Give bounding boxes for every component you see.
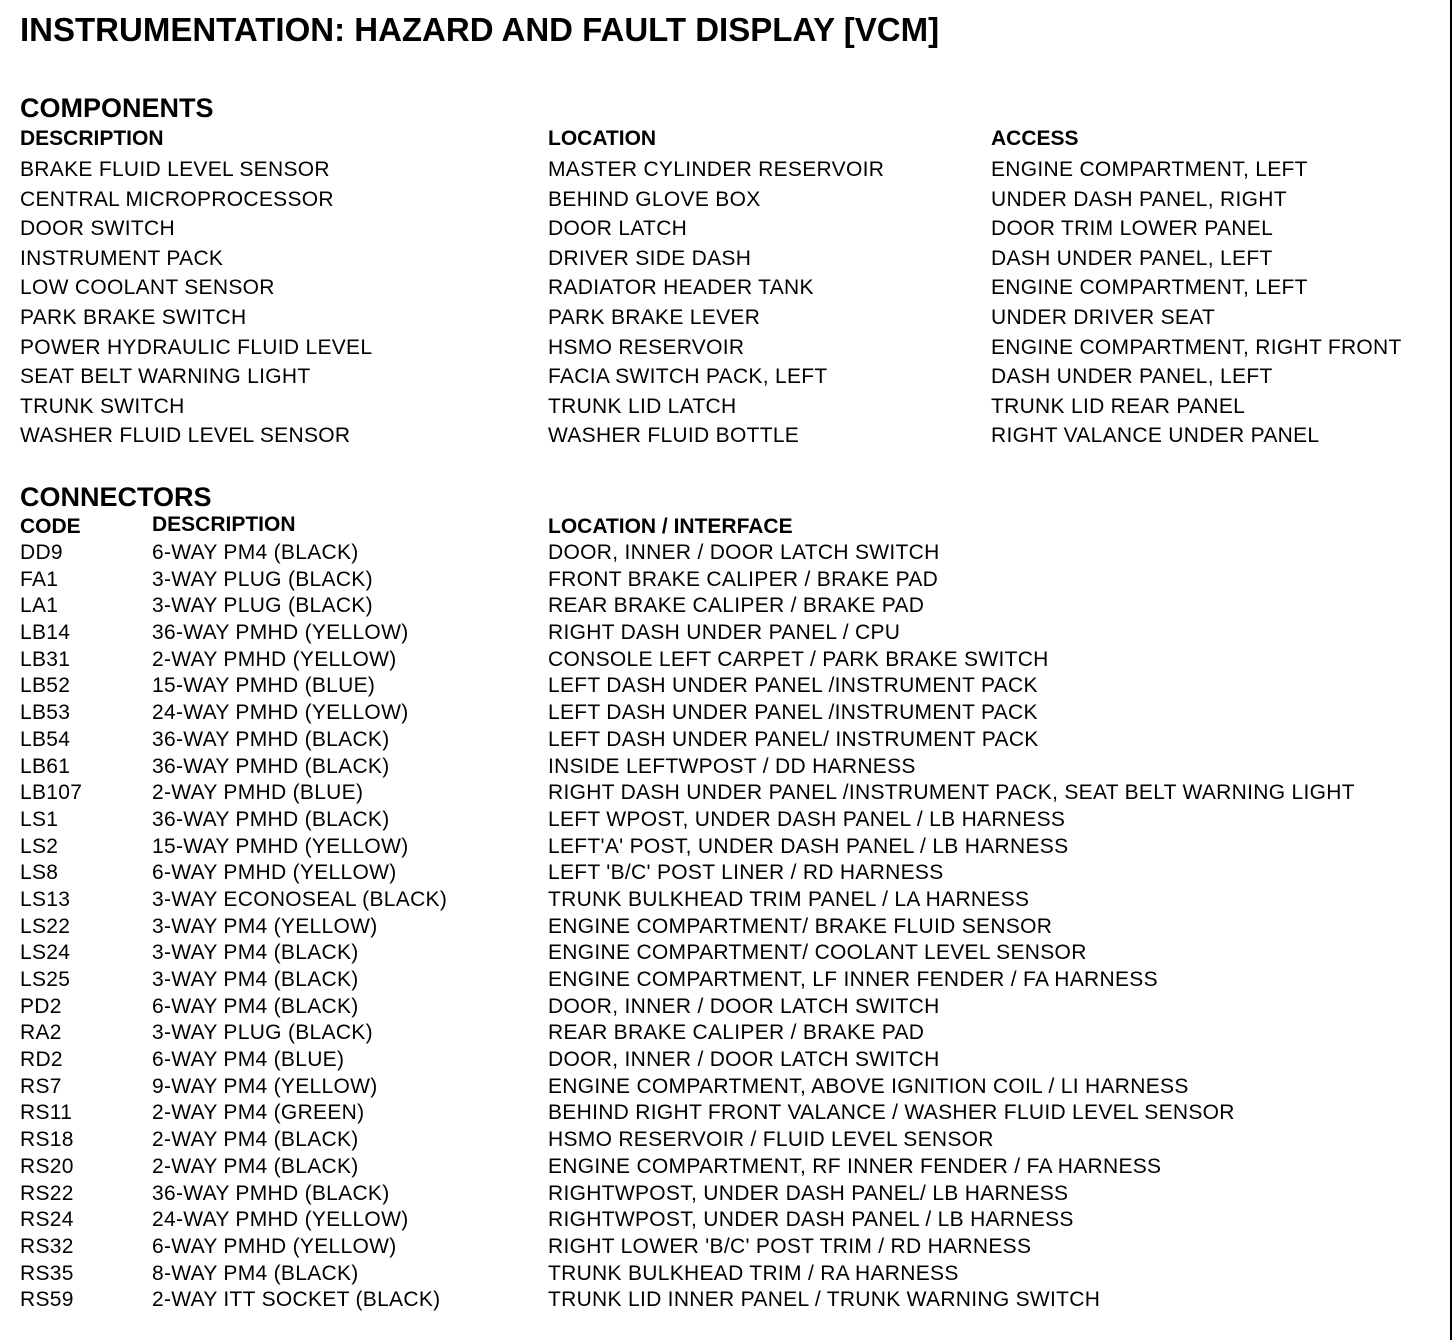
connectors-col-description: DESCRIPTION xyxy=(152,513,296,536)
connector-row-cell: LS1 xyxy=(20,807,59,831)
connector-row-cell: 2-WAY ITT SOCKET (BLACK) xyxy=(152,1288,441,1312)
connector-row-cell: TRUNK BULKHEAD TRIM / RA HARNESS xyxy=(548,1261,959,1285)
connector-row-cell: LB14 xyxy=(20,621,71,645)
connector-row-cell: INSIDE LEFTWPOST / DD HARNESS xyxy=(548,754,916,778)
connector-row-cell: PD2 xyxy=(20,994,62,1018)
connector-row-cell: 2-WAY PMHD (BLUE) xyxy=(152,781,364,805)
connector-row-cell: RS35 xyxy=(20,1261,74,1285)
connector-row-cell: LEFT'A' POST, UNDER DASH PANEL / LB HARNESS xyxy=(548,834,1069,858)
components-col-location: LOCATION xyxy=(548,127,657,150)
connector-row-cell: ENGINE COMPARTMENT/ BRAKE FLUID SENSOR xyxy=(548,914,1053,938)
connector-row-cell: CONSOLE LEFT CARPET / PARK BRAKE SWITCH xyxy=(548,647,1049,671)
connector-row-cell: LS8 xyxy=(20,861,59,885)
page-edge-rule xyxy=(1450,0,1452,1340)
component-row-cell: DASH UNDER PANEL, LEFT xyxy=(991,246,1273,270)
connector-row-cell: 3-WAY PM4 (BLACK) xyxy=(152,941,359,965)
component-row-cell: UNDER DASH PANEL, RIGHT xyxy=(991,187,1287,211)
components-col-description: DESCRIPTION xyxy=(20,127,164,150)
connector-row-cell: LB53 xyxy=(20,701,71,725)
component-row-cell: DOOR LATCH xyxy=(548,217,688,241)
connector-row-cell: RIGHTWPOST, UNDER DASH PANEL / LB HARNESS xyxy=(548,1208,1074,1232)
connector-row-cell: RS11 xyxy=(20,1101,73,1125)
component-row-cell: PARK BRAKE SWITCH xyxy=(20,305,247,329)
connector-row-cell: ENGINE COMPARTMENT, LF INNER FENDER / FA HARNESS xyxy=(548,968,1158,991)
connector-row-cell: 2-WAY PM4 (GREEN) xyxy=(152,1101,365,1125)
component-row-cell: WASHER FLUID LEVEL SENSOR xyxy=(20,424,351,448)
component-row-cell: ENGINE COMPARTMENT, LEFT xyxy=(991,276,1308,300)
connector-row-cell: 3-WAY PM4 (BLACK) xyxy=(152,968,359,991)
connector-row-cell: RIGHT DASH UNDER PANEL /INSTRUMENT PACK, SEAT BELT WARNING LIGHT xyxy=(548,781,1355,805)
connector-row-cell: 15-WAY PMHD (BLUE) xyxy=(152,674,376,698)
component-row-cell: HSMO RESERVOIR xyxy=(548,335,745,359)
connector-row-cell: RIGHT DASH UNDER PANEL / CPU xyxy=(548,621,901,645)
connector-row-cell: LEFT DASH UNDER PANEL/ INSTRUMENT PACK xyxy=(548,727,1039,751)
connectors-heading: CONNECTORS xyxy=(20,482,212,512)
connector-row-cell: 2-WAY PMHD (YELLOW) xyxy=(152,647,397,671)
connector-row-cell: FA1 xyxy=(20,567,59,591)
connector-row-cell: LS25 xyxy=(20,968,71,991)
connector-row-cell: DOOR, INNER / DOOR LATCH SWITCH xyxy=(548,1048,940,1072)
connector-row-cell: RS32 xyxy=(20,1234,74,1258)
component-row-cell: DOOR SWITCH xyxy=(20,217,175,241)
connector-row-cell: TRUNK LID INNER PANEL / TRUNK WARNING SWITCH xyxy=(548,1288,1101,1312)
connector-row-cell: RIGHT LOWER 'B/C' POST TRIM / RD HARNESS xyxy=(548,1234,1032,1258)
connector-row-cell: 6-WAY PM4 (BLACK) xyxy=(152,994,359,1018)
components-heading: COMPONENTS xyxy=(20,93,214,123)
connector-row-cell: RD2 xyxy=(20,1048,63,1072)
connector-row-cell: RS59 xyxy=(20,1288,74,1312)
connector-row-cell: DOOR, INNER / DOOR LATCH SWITCH xyxy=(548,541,940,564)
connector-row-cell: 2-WAY PM4 (BLACK) xyxy=(152,1128,359,1152)
component-row-cell: BEHIND GLOVE BOX xyxy=(548,187,761,211)
connector-row-cell: 6-WAY PMHD (YELLOW) xyxy=(152,1234,397,1258)
connector-row-cell: BEHIND RIGHT FRONT VALANCE / WASHER FLUID LEVEL SENSOR xyxy=(548,1101,1235,1125)
connector-row-cell: RS20 xyxy=(20,1154,74,1178)
connector-row-cell: 36-WAY PMHD (BLACK) xyxy=(152,807,390,831)
component-row-cell: DASH UNDER PANEL, LEFT xyxy=(991,365,1273,389)
component-row-cell: DOOR TRIM LOWER PANEL xyxy=(991,217,1274,241)
component-row-cell: POWER HYDRAULIC FLUID LEVEL xyxy=(20,335,373,359)
connector-row-cell: LEFT DASH UNDER PANEL /INSTRUMENT PACK xyxy=(548,701,1038,725)
connector-row-cell: FRONT BRAKE CALIPER / BRAKE PAD xyxy=(548,567,939,591)
component-row-cell: FACIA SWITCH PACK, LEFT xyxy=(548,365,828,389)
component-row-cell: UNDER DRIVER SEAT xyxy=(991,305,1216,329)
page-title: INSTRUMENTATION: HAZARD AND FAULT DISPLAY [VCM] xyxy=(20,11,940,48)
connector-row-cell: 3-WAY PM4 (YELLOW) xyxy=(152,914,378,938)
connector-row-cell: 36-WAY PMHD (BLACK) xyxy=(152,1181,390,1205)
component-row-cell: RIGHT VALANCE UNDER PANEL xyxy=(991,424,1320,448)
connector-row-cell: 15-WAY PMHD (YELLOW) xyxy=(152,834,409,858)
component-row-cell: SEAT BELT WARNING LIGHT xyxy=(20,365,311,389)
connector-row-cell: 6-WAY PMHD (YELLOW) xyxy=(152,861,397,885)
connector-row-cell: LS13 xyxy=(20,887,71,911)
component-row-cell: TRUNK LID LATCH xyxy=(548,394,737,418)
component-row-cell: LOW COOLANT SENSOR xyxy=(20,276,275,300)
component-row-cell: ENGINE COMPARTMENT, LEFT xyxy=(991,158,1308,181)
connector-row-cell: RIGHTWPOST, UNDER DASH PANEL/ LB HARNESS xyxy=(548,1181,1069,1205)
connector-row-cell: LB54 xyxy=(20,727,71,751)
connector-row-cell: 36-WAY PMHD (BLACK) xyxy=(152,754,390,778)
connector-row-cell: HSMO RESERVOIR / FLUID LEVEL SENSOR xyxy=(548,1128,994,1152)
components-col-access: ACCESS xyxy=(991,127,1079,150)
component-row-cell: WASHER FLUID BOTTLE xyxy=(548,424,800,448)
component-row-cell: ENGINE COMPARTMENT, RIGHT FRONT xyxy=(991,335,1402,359)
connector-row-cell: ENGINE COMPARTMENT, ABOVE IGNITION COIL / LI HARNESS xyxy=(548,1074,1189,1098)
connector-row-cell: RS24 xyxy=(20,1208,74,1232)
component-row-cell: BRAKE FLUID LEVEL SENSOR xyxy=(20,158,330,181)
component-row-cell: TRUNK LID REAR PANEL xyxy=(991,394,1246,418)
connector-row-cell: 24-WAY PMHD (YELLOW) xyxy=(152,1208,409,1232)
connector-row-cell: RS7 xyxy=(20,1074,62,1098)
component-row-cell: DRIVER SIDE DASH xyxy=(548,246,752,270)
connector-row-cell: LS22 xyxy=(20,914,71,938)
connectors-col-location-interface: LOCATION / INTERFACE xyxy=(548,515,793,538)
connector-row-cell: 6-WAY PM4 (BLACK) xyxy=(152,541,359,564)
connector-row-cell: 3-WAY PLUG (BLACK) xyxy=(152,567,373,591)
connector-row-cell: 36-WAY PMHD (YELLOW) xyxy=(152,621,409,645)
component-row-cell: TRUNK SWITCH xyxy=(20,394,185,418)
connector-row-cell: LS24 xyxy=(20,941,71,965)
component-row-cell: INSTRUMENT PACK xyxy=(20,246,224,270)
connector-row-cell: LB52 xyxy=(20,674,71,698)
connector-row-cell: 6-WAY PM4 (BLUE) xyxy=(152,1048,345,1072)
connector-row-cell: LB107 xyxy=(20,781,83,805)
connector-row-cell: ENGINE COMPARTMENT, RF INNER FENDER / FA HARNESS xyxy=(548,1154,1162,1178)
component-row-cell: MASTER CYLINDER RESERVOIR xyxy=(548,158,885,181)
connector-row-cell: REAR BRAKE CALIPER / BRAKE PAD xyxy=(548,594,925,618)
connector-row-cell: TRUNK BULKHEAD TRIM PANEL / LA HARNESS xyxy=(548,887,1030,911)
component-row-cell: CENTRAL MICROPROCESSOR xyxy=(20,187,334,211)
connector-row-cell: LS2 xyxy=(20,834,59,858)
connector-row-cell: LEFT DASH UNDER PANEL /INSTRUMENT PACK xyxy=(548,674,1038,698)
connector-row-cell: 36-WAY PMHD (BLACK) xyxy=(152,727,390,751)
connector-row-cell: 9-WAY PM4 (YELLOW) xyxy=(152,1074,378,1098)
connector-row-cell: DOOR, INNER / DOOR LATCH SWITCH xyxy=(548,994,940,1018)
connector-row-cell: ENGINE COMPARTMENT/ COOLANT LEVEL SENSOR xyxy=(548,941,1087,965)
connector-row-cell: 8-WAY PM4 (BLACK) xyxy=(152,1261,359,1285)
connector-row-cell: 24-WAY PMHD (YELLOW) xyxy=(152,701,409,725)
connector-row-cell: LEFT 'B/C' POST LINER / RD HARNESS xyxy=(548,861,944,885)
connector-row-cell: RS22 xyxy=(20,1181,74,1205)
component-row-cell: PARK BRAKE LEVER xyxy=(548,305,761,329)
connector-row-cell: LA1 xyxy=(20,594,59,618)
connector-row-cell: 3-WAY ECONOSEAL (BLACK) xyxy=(152,887,448,911)
connector-row-cell: LB61 xyxy=(20,754,71,778)
connector-row-cell: DD9 xyxy=(20,541,63,564)
connector-row-cell: LB31 xyxy=(20,647,71,671)
component-row-cell: RADIATOR HEADER TANK xyxy=(548,276,814,300)
connector-row-cell: 3-WAY PLUG (BLACK) xyxy=(152,1021,373,1045)
connector-row-cell: RS18 xyxy=(20,1128,74,1152)
connectors-col-code: CODE xyxy=(20,515,81,538)
connector-row-cell: LEFT WPOST, UNDER DASH PANEL / LB HARNESS xyxy=(548,807,1066,831)
connector-row-cell: 2-WAY PM4 (BLACK) xyxy=(152,1154,359,1178)
connector-row-cell: REAR BRAKE CALIPER / BRAKE PAD xyxy=(548,1021,925,1045)
connector-row-cell: RA2 xyxy=(20,1021,62,1045)
connector-row-cell: 3-WAY PLUG (BLACK) xyxy=(152,594,373,618)
